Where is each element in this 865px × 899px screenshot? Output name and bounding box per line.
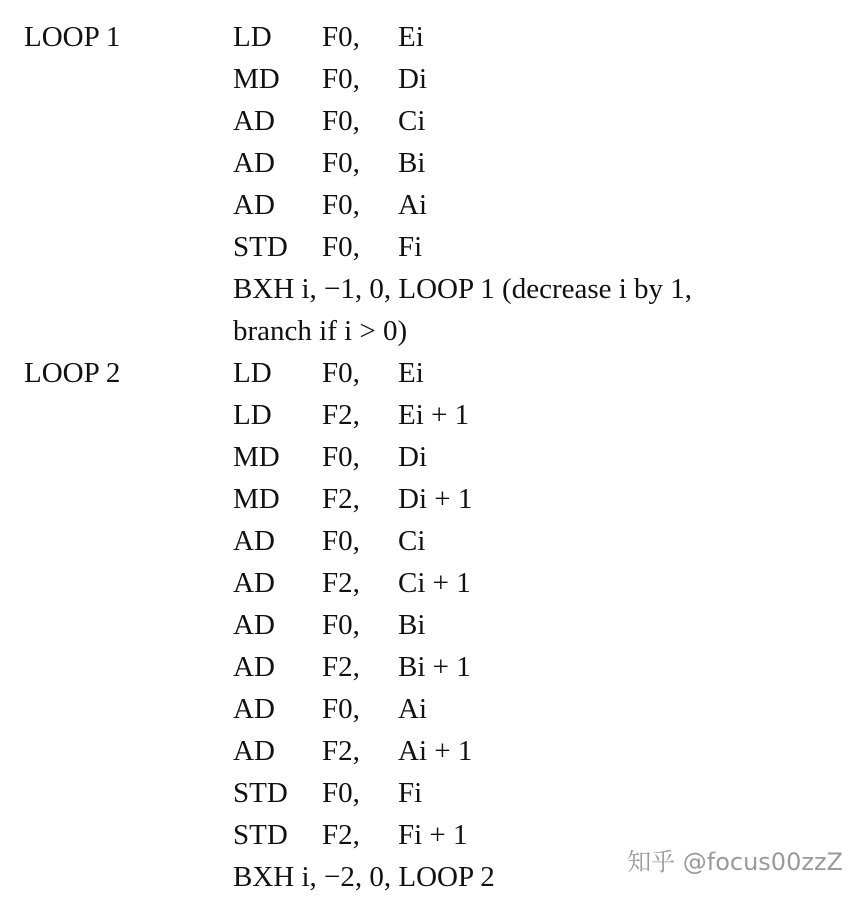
loop2-row-5 <box>0 520 865 562</box>
instr-arg: Fi <box>398 777 423 809</box>
instr-arg: Ei <box>398 21 424 53</box>
instr-arg: Ci <box>398 525 426 557</box>
instr-arg: Ai + 1 <box>398 735 473 767</box>
instr-op: AD <box>233 105 275 137</box>
instr-reg: F0, <box>322 609 360 641</box>
loop1-branch-line-2 <box>0 310 865 352</box>
instr-op: AD <box>233 525 275 557</box>
instr-arg: Ci <box>398 105 426 137</box>
loop1-row-6 <box>0 226 865 268</box>
instr-arg: Ci + 1 <box>398 567 471 599</box>
loop2-row-10 <box>0 730 865 772</box>
loop2-label: LOOP 2 <box>24 357 121 389</box>
instr-op: AD <box>233 609 275 641</box>
instr-op: STD <box>233 777 288 809</box>
instr-arg: Di + 1 <box>398 483 473 515</box>
instr-reg: F2, <box>322 651 360 683</box>
instr-op: STD <box>233 819 288 851</box>
instr-reg: F0, <box>322 189 360 221</box>
instr-arg: Ei + 1 <box>398 399 470 431</box>
instr-reg: F2, <box>322 819 360 851</box>
loop1-row-4 <box>0 142 865 184</box>
loop2-row-1 <box>0 352 865 394</box>
loop2-row-11 <box>0 772 865 814</box>
instr-reg: F0, <box>322 231 360 263</box>
instr-reg: F0, <box>322 525 360 557</box>
instr-op: STD <box>233 231 288 263</box>
instr-arg: Di <box>398 441 427 473</box>
watermark: 知乎 @focus00zzZ <box>627 848 843 876</box>
loop1-branch-line-1 <box>0 268 865 310</box>
loop2-row-8 <box>0 646 865 688</box>
branch-instruction: BXH i, −2, 0, LOOP 2 <box>233 861 495 893</box>
instr-op: AD <box>233 651 275 683</box>
instr-reg: F0, <box>322 357 360 389</box>
instr-op: AD <box>233 147 275 179</box>
instr-arg: Ai <box>398 693 427 725</box>
instr-reg: F2, <box>322 399 360 431</box>
instr-op: MD <box>233 441 280 473</box>
instr-reg: F0, <box>322 693 360 725</box>
loop1-row-5 <box>0 184 865 226</box>
loop1-label: LOOP 1 <box>24 21 121 53</box>
instr-op: AD <box>233 735 275 767</box>
instr-reg: F0, <box>322 105 360 137</box>
instr-reg: F2, <box>322 483 360 515</box>
instr-op: LD <box>233 357 272 389</box>
loop1-row-1 <box>0 16 865 58</box>
instr-arg: Bi <box>398 147 426 179</box>
instr-op: LD <box>233 21 272 53</box>
instr-reg: F0, <box>322 21 360 53</box>
instr-reg: F2, <box>322 567 360 599</box>
loop1-row-2 <box>0 58 865 100</box>
instr-op: MD <box>233 483 280 515</box>
instr-reg: F0, <box>322 441 360 473</box>
instr-arg: Ei <box>398 357 424 389</box>
instr-reg: F2, <box>322 735 360 767</box>
instr-arg: Fi + 1 <box>398 819 468 851</box>
instr-reg: F0, <box>322 777 360 809</box>
instr-reg: F0, <box>322 147 360 179</box>
instr-op: MD <box>233 63 280 95</box>
branch-comment: branch if i > 0) <box>233 315 408 347</box>
instr-op: AD <box>233 567 275 599</box>
instr-op: AD <box>233 189 275 221</box>
loop2-row-2 <box>0 394 865 436</box>
loop2-row-3 <box>0 436 865 478</box>
instr-arg: Bi <box>398 609 426 641</box>
instr-arg: Bi + 1 <box>398 651 471 683</box>
loop1-row-3 <box>0 100 865 142</box>
instr-op: LD <box>233 399 272 431</box>
loop2-row-9 <box>0 688 865 730</box>
instr-arg: Di <box>398 63 427 95</box>
instr-arg: Ai <box>398 189 427 221</box>
instr-op: AD <box>233 693 275 725</box>
loop2-branch-line-1 <box>0 856 600 898</box>
instr-reg: F0, <box>322 63 360 95</box>
instr-arg: Fi <box>398 231 423 263</box>
loop2-row-4 <box>0 478 865 520</box>
loop2-row-7 <box>0 604 865 646</box>
branch-instruction: BXH i, −1, 0, LOOP 1 (decrease i by 1, <box>233 273 693 305</box>
loop2-row-6 <box>0 562 865 604</box>
